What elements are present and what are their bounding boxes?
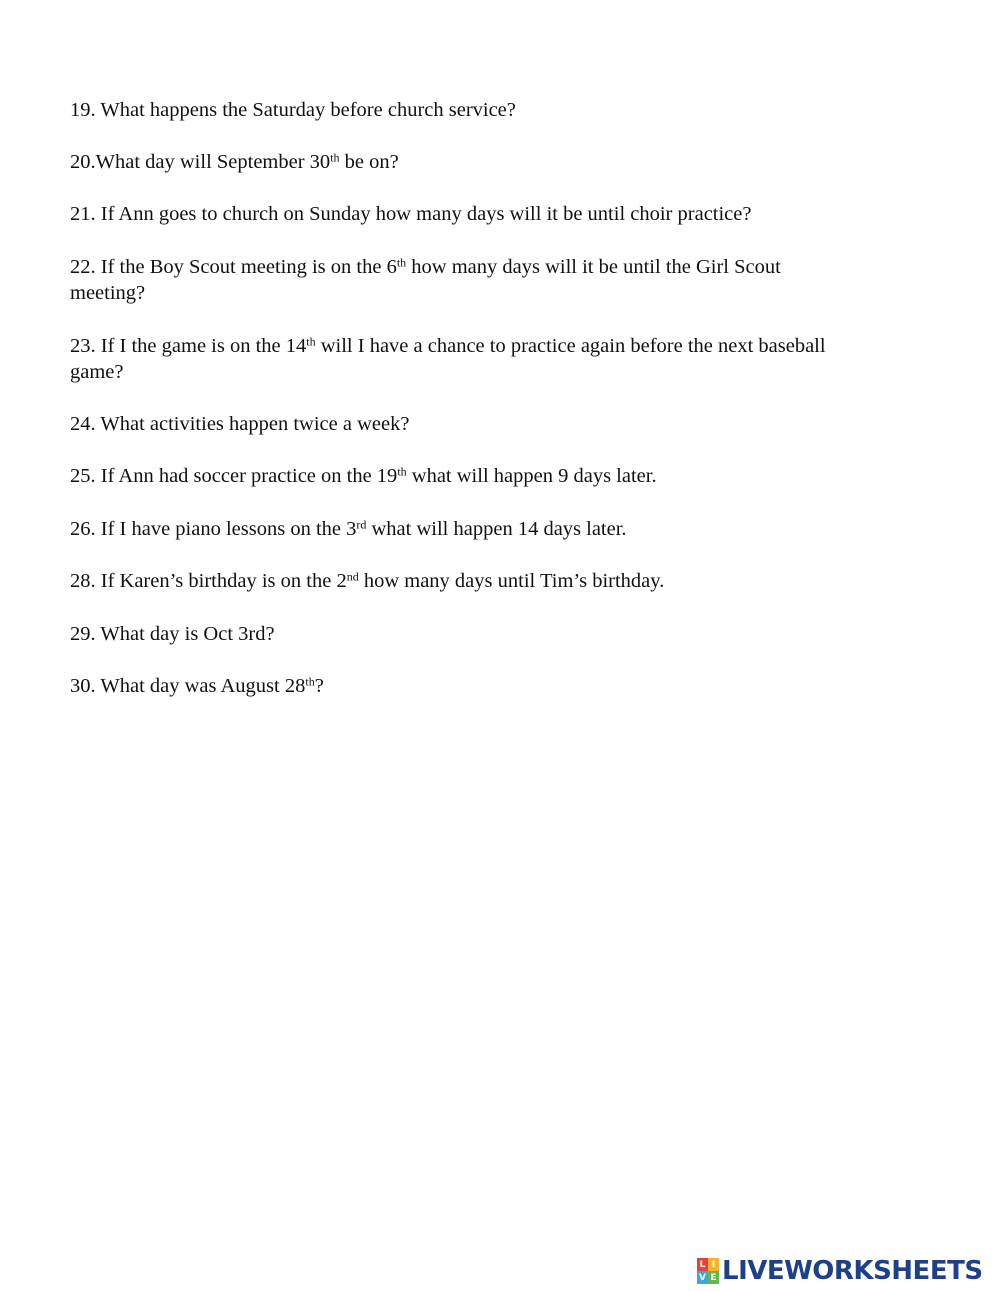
logo-text: LIVEWORKSHEETS <box>722 1256 983 1286</box>
question-text: 24. What activities happen twice a week? <box>70 413 410 435</box>
ordinal-suffix: th <box>396 255 407 270</box>
question-text-line2: meeting? <box>70 282 146 304</box>
question-19 <box>70 97 930 123</box>
question-text-continued: be on? <box>339 151 399 173</box>
question-22 <box>70 254 930 306</box>
question-text-continued: ? <box>314 675 324 697</box>
ordinal-suffix: th <box>397 464 407 479</box>
logo-mark-icon <box>697 1258 719 1284</box>
question-29 <box>70 621 930 647</box>
logo-mark-letter: L <box>697 1258 708 1271</box>
question-text-continued: how many days will it be until the Girl Scout <box>406 256 781 278</box>
question-text-continued: will I have a chance to practice again before the next baseball <box>315 335 826 357</box>
question-25 <box>70 463 930 489</box>
ordinal-suffix: nd <box>346 569 359 584</box>
liveworksheets-logo <box>697 1255 983 1287</box>
question-20 <box>70 149 930 175</box>
ordinal-suffix: th <box>330 150 340 165</box>
question-text: 23. If I the game is on the 14 <box>70 335 307 357</box>
question-24 <box>70 411 930 437</box>
ordinal-suffix: th <box>305 674 315 689</box>
question-26 <box>70 516 930 542</box>
logo-mark-letter: V <box>697 1271 708 1284</box>
question-text: 20.What day will September 30 <box>70 151 331 173</box>
ordinal-suffix: th <box>306 334 316 349</box>
question-23 <box>70 333 930 385</box>
question-text-continued: how many days until Tim’s birthday. <box>358 570 665 592</box>
question-text: 30. What day was August 28 <box>70 675 306 697</box>
question-text: 22. If the Boy Scout meeting is on the 6 <box>70 256 397 278</box>
question-text: 28. If Karen’s birthday is on the 2 <box>70 570 347 592</box>
question-text: 25. If Ann had soccer practice on the 19 <box>70 465 398 487</box>
question-text: 21. If Ann goes to church on Sunday how many days will it be until choir practice? <box>70 203 752 225</box>
question-text: 26. If I have piano lessons on the 3 <box>70 518 357 540</box>
logo-mark-letter: I <box>708 1258 719 1271</box>
question-28 <box>70 568 930 594</box>
question-text-line2: game? <box>70 361 124 383</box>
ordinal-suffix: rd <box>356 517 367 532</box>
logo-mark-letter: E <box>708 1271 719 1284</box>
question-21 <box>70 201 930 227</box>
question-text-continued: what will happen 9 days later. <box>406 465 657 487</box>
question-30 <box>70 673 930 699</box>
question-text-continued: what will happen 14 days later. <box>366 518 627 540</box>
question-text: 29. What day is Oct 3rd? <box>70 623 275 645</box>
question-text: 19. What happens the Saturday before church service? <box>70 99 516 121</box>
